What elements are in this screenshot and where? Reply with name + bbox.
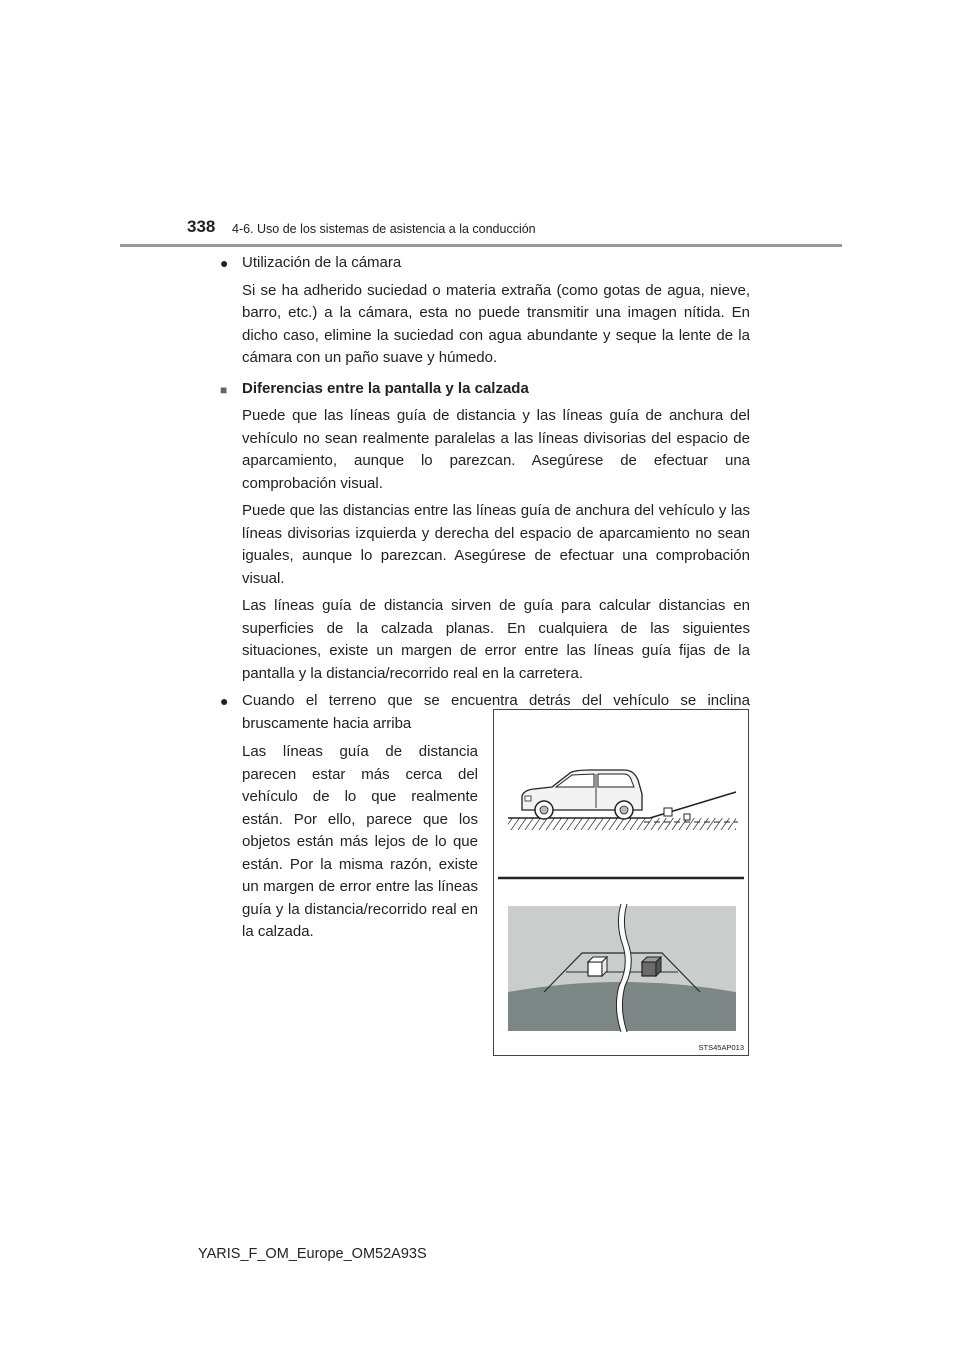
- slope-diagram-svg: [494, 710, 748, 1055]
- side-view: [508, 770, 738, 830]
- page-number: 338: [187, 217, 216, 236]
- bullet-square-icon: ■: [220, 382, 228, 397]
- monitor-obstacle-right: [642, 957, 661, 976]
- car-side-icon: [522, 770, 642, 819]
- camera-use-heading: [220, 252, 750, 275]
- slope-illustration: [493, 709, 749, 1056]
- ground-hatch: [508, 818, 736, 830]
- page-header: [0, 0, 960, 250]
- obstacle-near: [664, 808, 672, 816]
- obstacle-far: [684, 814, 690, 820]
- bullet-circle-icon: ●: [220, 693, 229, 709]
- differences-title: Diferencias entre la pantalla y la calzada: [242, 379, 529, 397]
- monitor-view: [508, 904, 736, 1032]
- differences-para-1: Puede que las líneas guía de distancia y las líneas guía de anchura del vehículo no sean realmente paralelas a las líneas divisorias del espacio de aparcamiento, aunque lo parezcan. Asegúrese de efectuar una comprobación visual.: [242, 407, 750, 492]
- camera-use-title: Utilización de la cámara: [242, 254, 402, 271]
- slope-line: [650, 792, 736, 818]
- bullet-circle-icon: ●: [220, 255, 229, 271]
- camera-use-body: Si se ha adherido suciedad o materia extraña (como gotas de agua, nieve, barro, etc.) a la cámara, esta no puede transmitir una imagen nítida. En dicho caso, elimine la suciedad con agua abundante y seque la lente de la cámara con un paño suave y húmedo.: [242, 281, 750, 366]
- header-divider: [120, 244, 842, 247]
- section-title: 4-6. Uso de los sistemas de asistencia a la conducción: [232, 222, 536, 236]
- slope-up-body: Las líneas guía de distancia parecen estar más cerca del vehículo de lo que realmente están. Por ello, parece que los objetos están más lejos de lo que están. Por la misma razón, existe un margen de error entre las líneas guía y la distancia/recorrido real en la calzada.: [242, 743, 478, 940]
- monitor-obstacle-left: [588, 957, 607, 976]
- footer-doc-code: YARIS_F_OM_Europe_OM52A93S: [198, 1246, 427, 1262]
- slope-up-title: Cuando el terreno que se encuentra detrás del vehículo se inclina bruscamente hacia arriba: [242, 692, 750, 732]
- figure-code: STS45AP013: [698, 1043, 744, 1052]
- differences-para-2: Puede que las distancias entre las líneas guía de anchura del vehículo y las líneas divisorias izquierda y derecha del espacio de aparcamiento no sean iguales, aunque lo parezcan. Asegúrese de efectuar una comprobación visual.: [242, 502, 750, 587]
- differences-heading: [220, 378, 750, 401]
- differences-para-3: Las líneas guía de distancia sirven de guía para calcular distancias en superficies de la calzada planas. En cualquiera de las siguientes situaciones, existe un margen de error entre las líneas guía fijas de la pantalla y la distancia/recorrido real en la carretera.: [242, 597, 750, 682]
